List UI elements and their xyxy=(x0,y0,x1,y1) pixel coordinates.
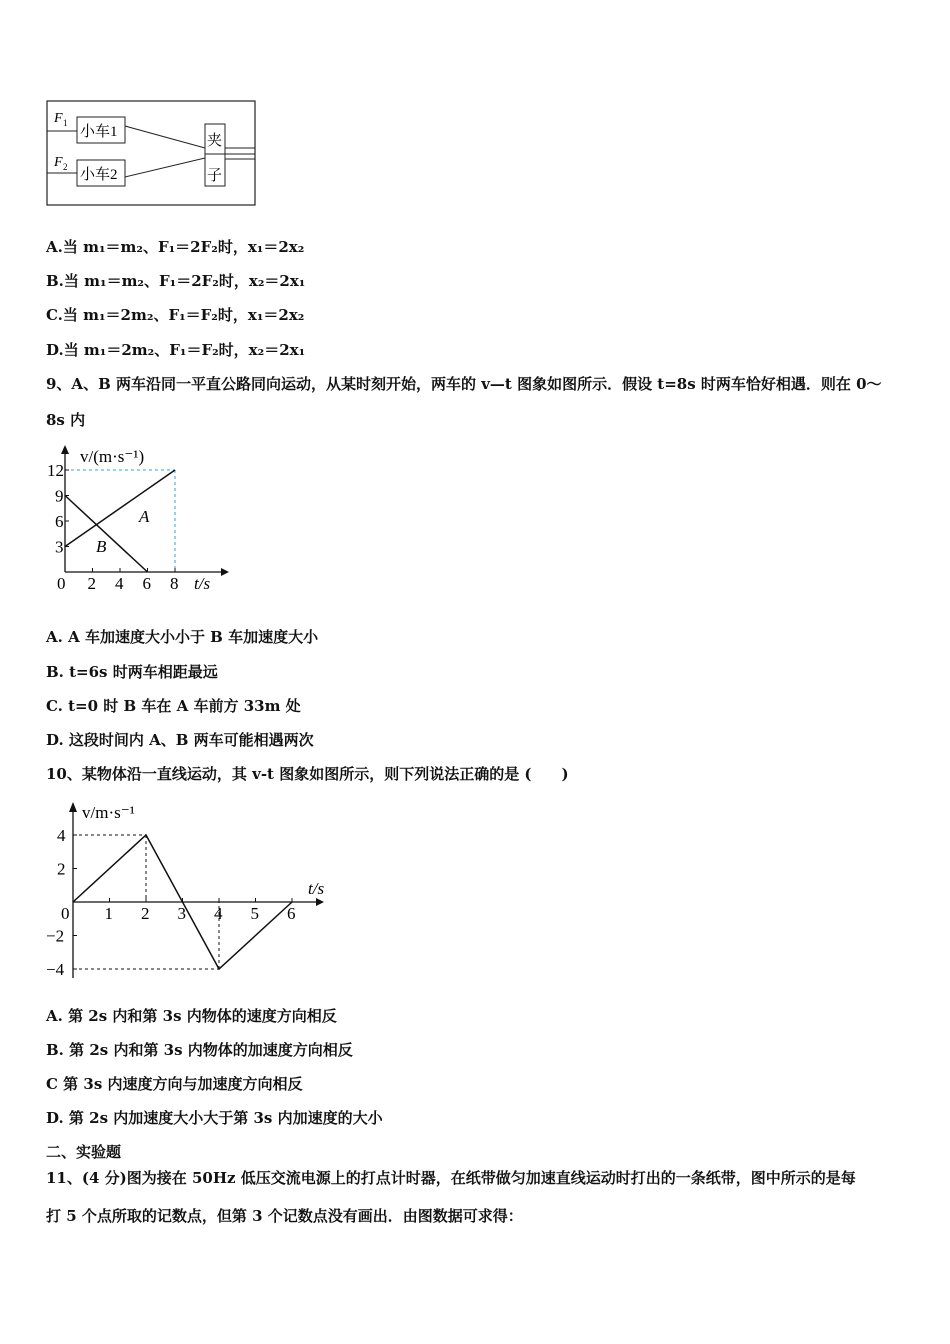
x-tick-label: 2 xyxy=(141,904,150,923)
section-heading: 二、实验题 xyxy=(46,1143,122,1161)
x-tick-label: 3 xyxy=(177,904,186,923)
q9-option-c: C. t=0 时 B 车在 A 车前方 33m 处 xyxy=(46,697,301,715)
x-tick-label: 1 xyxy=(104,904,113,923)
car2-label: 小车2 xyxy=(80,167,118,183)
x-tick-label: 2 xyxy=(87,574,96,593)
f1-label: F xyxy=(54,111,63,126)
q10-vt-chart xyxy=(46,796,336,986)
q8-option-b: B.当 m₁＝m₂、F₁＝2F₂时，x₂＝2x₁ xyxy=(46,272,306,290)
y-tick-label: 6 xyxy=(55,512,64,531)
y-axis-arrow xyxy=(61,445,69,454)
cart-clip-figure xyxy=(46,100,258,208)
x-axis-label: t/s xyxy=(308,879,325,898)
q10-option-b: B. 第 2s 内和第 3s 内物体的加速度方向相反 xyxy=(46,1041,353,1059)
q10-option-c: C 第 3s 内速度方向与加速度方向相反 xyxy=(46,1075,303,1093)
car1-string xyxy=(125,126,205,148)
q9-stem-line2: 8s 内 xyxy=(46,411,86,429)
y-axis-label: v/(m·s⁻¹) xyxy=(80,447,145,466)
q9-option-b: B. t=6s 时两车相距最远 xyxy=(46,663,218,681)
x-axis-arrow xyxy=(221,568,229,576)
y-tick-label: −2 xyxy=(46,926,65,946)
q8-option-a: A.当 m₁＝m₂、F₁＝2F₂时，x₁＝2x₂ xyxy=(46,238,305,256)
x-tick-label: 4 xyxy=(214,904,223,923)
f1-subscript: 1 xyxy=(63,118,68,128)
q8-option-c: C.当 m₁＝2m₂、F₁＝F₂时，x₁＝2x₂ xyxy=(46,306,305,324)
car1-label: 小车1 xyxy=(80,124,118,140)
y-tick-label: 4 xyxy=(57,826,66,845)
q10-stem: 10、某物体沿一直线运动，其 v-t 图象如图所示，则下列说法正确的是 ( ) xyxy=(46,765,569,783)
y-tick-label: −4 xyxy=(46,960,65,979)
clip-bottom-label: 子 xyxy=(207,168,223,184)
x-axis-label: t/s xyxy=(194,574,211,593)
y-tick-label: 12 xyxy=(47,461,64,480)
q10-option-d: D. 第 2s 内加速度大小大于第 3s 内加速度的大小 xyxy=(46,1109,383,1127)
series-label-b: B xyxy=(96,537,107,556)
q10-option-a: A. 第 2s 内和第 3s 内物体的速度方向相反 xyxy=(46,1007,337,1025)
f2-subscript: 2 xyxy=(63,162,68,172)
f2-label: F xyxy=(54,155,63,170)
q9-vt-chart xyxy=(46,440,236,600)
car2-string xyxy=(125,158,205,177)
y-axis-arrow xyxy=(69,802,77,812)
q11-line1: 11、(4 分)图为接在 50Hz 低压交流电源上的打点计时器，在纸带做匀加速直线运动时打出的一条纸带，图中所示的是每 xyxy=(46,1169,856,1187)
series-label-a: A xyxy=(139,507,150,526)
y-tick-label: 9 xyxy=(55,486,64,506)
series-line-a xyxy=(65,470,175,547)
y-tick-label: 2 xyxy=(57,859,66,879)
series-line-b xyxy=(65,496,148,573)
x-tick-label: 8 xyxy=(170,574,179,593)
clip-top-label: 夹 xyxy=(207,133,223,149)
q9-option-d: D. 这段时间内 A、B 两车可能相遇两次 xyxy=(46,731,314,749)
x-tick-label: 0 xyxy=(57,574,66,593)
x-tick-label: 0 xyxy=(61,904,70,923)
x-tick-label: 6 xyxy=(142,574,151,593)
q9-option-a: A. A 车加速度大小小于 B 车加速度大小 xyxy=(46,628,319,646)
x-tick-label: 6 xyxy=(287,904,296,923)
y-tick-label: 3 xyxy=(55,537,64,557)
x-tick-label: 4 xyxy=(115,574,124,593)
q8-option-d: D.当 m₁＝2m₂、F₁＝F₂时，x₂＝2x₁ xyxy=(46,341,306,359)
y-axis-label: v/m·s⁻¹ xyxy=(82,803,135,822)
x-tick-label: 5 xyxy=(250,904,259,923)
q11-line2: 打 5 个点所取的记数点，但第 3 个记数点没有画出．由图数据可求得： xyxy=(46,1207,523,1225)
x-axis-arrow xyxy=(316,898,324,906)
q9-stem-line1: 9、A、B 两车沿同一平直公路同向运动，从某时刻开始，两车的 v—t 图象如图所示．假设 t=8s 时两车恰好相遇．则在 0～ xyxy=(46,375,882,393)
